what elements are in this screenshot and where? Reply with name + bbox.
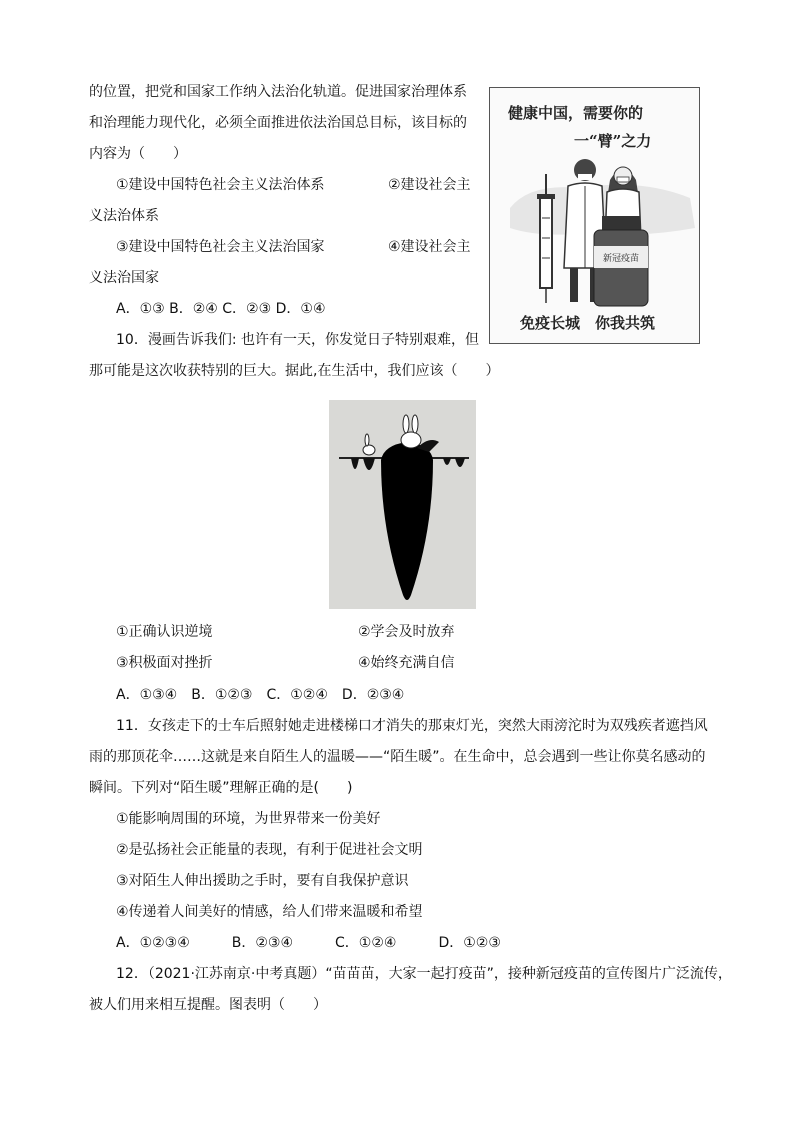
q11-stem-line1: 11．女孩走下的士车后照射她走进楼梯口才消失的那束灯光，突然大雨滂沱时为双残疾者遮挡风 [116, 718, 708, 734]
q11-stem-line3: 瞬间。下列对“陌生暖”理解正确的是( ) [89, 780, 353, 796]
q10-option-1: ①正确认识逆境 [116, 624, 213, 640]
carrot-cartoon-image [329, 400, 476, 609]
q10-option-3: ③积极面对挫折 [116, 655, 213, 671]
q10-stem-line1: 10．漫画告诉我们: 也许有一天，你发觉日子特别艰难，但 [116, 332, 479, 348]
q11-option-4: ④传递着人间美好的情感，给人们带来温暖和希望 [116, 904, 423, 920]
poster-slogan: 免疫长城 你我共筑 [520, 314, 656, 332]
q9-option-4-cont: 义法治国家 [89, 270, 159, 286]
q10-answer-choices: A．①③④ B．①②③ C．①②④ D．②③④ [116, 687, 405, 703]
svg-text:新冠疫苗: 新冠疫苗 [602, 254, 640, 264]
q9-stem-line3: 内容为（ ） [89, 146, 187, 162]
poster-headline: 健康中国，需要你的 [508, 104, 644, 122]
q11-option-3: ③对陌生人伸出援助之手时，要有自我保护意识 [116, 873, 409, 889]
q10-option-2: ②学会及时放弃 [358, 624, 455, 640]
q11-option-1: ①能影响周围的环境，为世界带来一份美好 [116, 811, 381, 827]
vaccine-poster [489, 87, 700, 344]
q10-stem-line2: 那可能是这次收获特别的巨大。据此,在生活中，我们应该（ ） [89, 363, 500, 379]
q9-stem-line1: 的位置，把党和国家工作纳入法治化轨道。促进国家治理体系 [89, 84, 467, 100]
q9-stem-line2: 和治理能力现代化，必须全面推进依法治国总目标，该目标的 [89, 115, 467, 131]
q12-stem-line2: 被人们用来相互提醒。图表明（ ） [89, 997, 327, 1013]
q9-option-3: ③建设中国特色社会主义法治国家 [116, 239, 325, 255]
poster-illustration [490, 88, 699, 343]
q11-option-2: ②是弘扬社会正能量的表现，有利于促进社会文明 [116, 842, 423, 858]
poster-subheadline: 一“臂”之力 [574, 132, 652, 150]
q11-stem-line2: 雨的那顶花伞……这就是来自陌生人的温暖——“陌生暖”。在生命中，总会遇到一些让你莫名感动的 [89, 749, 706, 765]
q9-option-1: ①建设中国特色社会主义法治体系 [116, 177, 325, 193]
rabbit-icon [401, 415, 421, 448]
q9-answer-choices: A．①③ B．②④ C．②③ D．①④ [116, 301, 326, 317]
small-rabbit-left-icon [363, 434, 375, 455]
q9-option-4: ④建设社会主 [388, 239, 471, 255]
q11-answer-choices: A．①②③④ B．②③④ C．①②④ D．①②③ [116, 935, 501, 951]
q12-stem-line1: 12．（2021·江苏南京·中考真题）“苗苗苗，大家一起打疫苗”，接种新冠疫苗的宣传图片广泛流传， [116, 966, 732, 982]
q9-option-2: ②建设社会主 [388, 177, 471, 193]
q9-option-2-cont: 义法治体系 [89, 208, 159, 224]
q10-option-4: ④始终充满自信 [358, 655, 455, 671]
vaccine-vial-icon [594, 216, 648, 306]
